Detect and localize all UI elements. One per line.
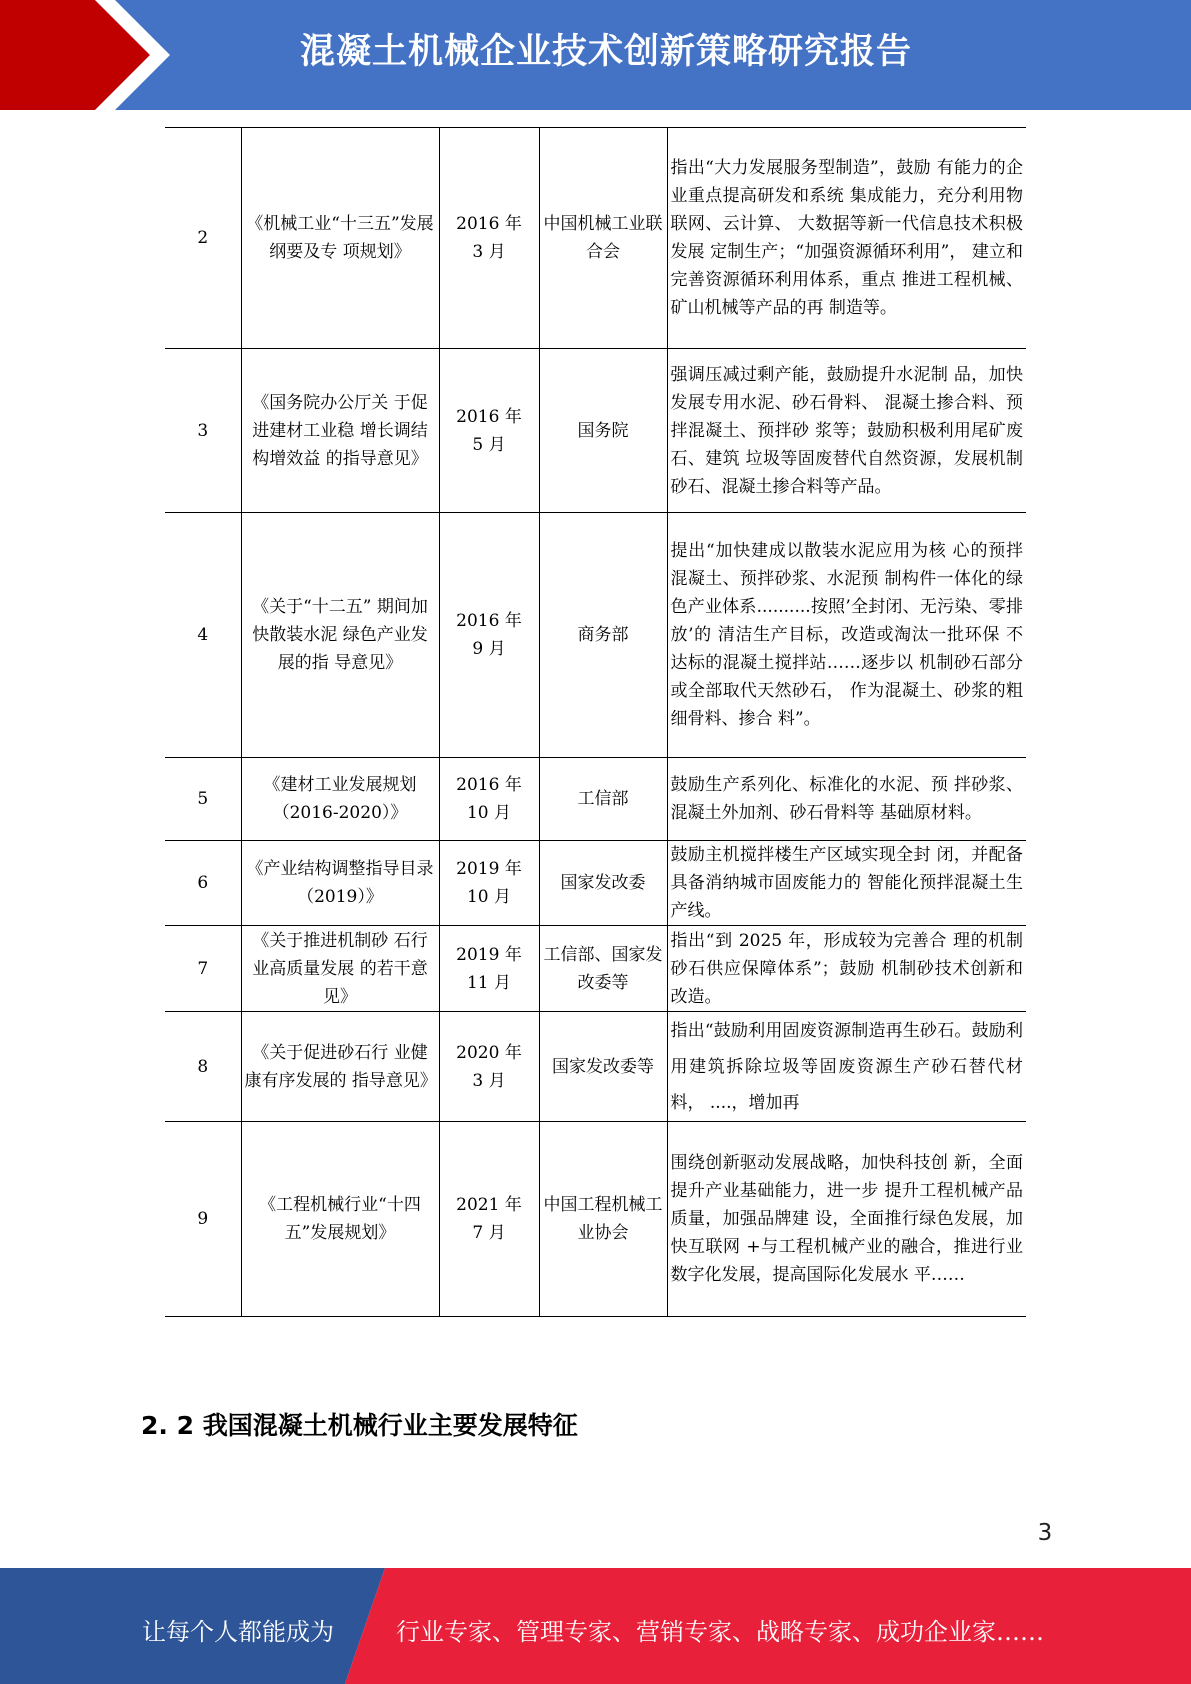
policy-description: 指出“大力发展服务型制造”，鼓励 有能力的企业重点提高研发和系统 集成能力，充分利用物联网、云计算、 大数据等新一代信息技术积极发展 定制生产；“加强资源循环利用”， 建立和完善资源循环利用体系，重点 推进工程机械、矿山机械等产品的再 制造等。 [667, 128, 1026, 349]
policy-name: 《建材工业发展规划（2016-2020）》 [241, 758, 439, 841]
issuing-org: 商务部 [539, 513, 667, 758]
policy-description: 鼓励主机搅拌楼生产区域实现全封 闭，并配备具备消纳城市固废能力的 智能化预拌混凝土生产线。 [667, 841, 1026, 926]
policy-description: 鼓励生产系列化、标准化的水泥、预 拌砂浆、混凝土外加剂、砂石骨料等 基础原材料。 [667, 758, 1026, 841]
section-heading: 2. 2 我国混凝土机械行业主要发展特征 [141, 1411, 578, 1440]
header-title: 混凝土机械企业技术创新策略研究报告 [300, 32, 913, 72]
row-number: 7 [165, 926, 241, 1012]
table-row [165, 349, 1026, 513]
policy-description: 指出“鼓励利用固废资源制造再生砂石。鼓励利用建筑拆除垃圾等固废资源生产砂石替代材料， ....，增加再 [667, 1012, 1026, 1122]
row-number: 9 [165, 1122, 241, 1317]
table-row [165, 1122, 1026, 1317]
issuing-org: 中国工程机械工业协会 [539, 1122, 667, 1317]
policy-name: 《关于推进机制砂 石行业高质量发展 的若干意见》 [241, 926, 439, 1012]
issuing-org: 中国机械工业联合会 [539, 128, 667, 349]
policy-table [165, 127, 1026, 1317]
policy-date [439, 1012, 539, 1122]
issuing-org: 工信部、国家发改委等 [539, 926, 667, 1012]
table-row [165, 926, 1026, 1012]
date-year: 2016 年 [456, 214, 522, 234]
table-row [165, 513, 1026, 758]
footer-slogan-right: 行业专家、管理专家、营销专家、战略专家、成功企业家…… [396, 1618, 1044, 1646]
issuing-org: 工信部 [539, 758, 667, 841]
date-month: 10 月 [466, 803, 512, 823]
table-row [165, 841, 1026, 926]
date-year: 2016 年 [456, 406, 522, 427]
policy-date [439, 128, 539, 349]
date-month: 3 月 [472, 242, 506, 262]
date-year: 2016 年 [456, 775, 522, 795]
date-month: 5 月 [472, 434, 506, 455]
issuing-org: 国务院 [539, 349, 667, 513]
row-number: 4 [165, 513, 241, 758]
policy-date [439, 841, 539, 926]
policy-date [439, 758, 539, 841]
policy-date [439, 926, 539, 1012]
row-number: 6 [165, 841, 241, 926]
page-number: 3 [1037, 1520, 1053, 1546]
issuing-org: 国家发改委等 [539, 1012, 667, 1122]
policy-name: 《关于促进砂石行 业健康有序发展的 指导意见》 [241, 1012, 439, 1122]
row-number: 3 [165, 349, 241, 513]
page-footer [0, 1568, 1191, 1684]
date-year: 2016 年 [456, 611, 522, 631]
table-row [165, 128, 1026, 349]
policy-name: 《工程机械行业“十四五”发展规划》 [241, 1122, 439, 1317]
policy-name: 《机械工业“十三五”发展纲要及专 项规划》 [241, 128, 439, 349]
row-number: 5 [165, 758, 241, 841]
policy-name: 《关于“十二五” 期间加快散装水泥 绿色产业发展的指 导意见》 [241, 513, 439, 758]
policy-description: 围绕创新驱动发展战略，加快科技创 新，全面提升产业基础能力，进一步 提升工程机械产品质量，加强品牌建 设，全面推行绿色发展，加快互联网 +与工程机械产业的融合，推进行业 数字化发展，提高国际化发展水 平…… [667, 1122, 1026, 1317]
date-year: 2019 年 [456, 859, 522, 879]
date-month: 3 月 [472, 1070, 506, 1091]
policy-description: 提出“加快建成以散装水泥应用为核 心的预拌混凝土、预拌砂浆、水泥预 制构件一体化的绿色产业体系..........按照’全封闭、无污染、零排放’的 清洁生产目标，改造或淘汰一批环保 不达标的混凝土搅拌站……逐步以 机制砂石部分或全部取代天然砂石， 作为混凝土、砂浆的粗细骨料、掺合 料”。 [667, 513, 1026, 758]
date-month: 7 月 [472, 1223, 506, 1243]
policy-date [439, 513, 539, 758]
footer-slogan-left: 让每个人都能成为 [142, 1618, 334, 1646]
date-year: 2021 年 [456, 1195, 522, 1215]
date-month: 9 月 [472, 639, 506, 659]
issuing-org: 国家发改委 [539, 841, 667, 926]
date-year: 2019 年 [456, 944, 522, 965]
date-month: 10 月 [466, 887, 512, 907]
date-month: 11 月 [466, 972, 512, 993]
table-row [165, 1012, 1026, 1122]
row-number: 8 [165, 1012, 241, 1122]
policy-date [439, 1122, 539, 1317]
policy-name: 《国务院办公厅关 于促进建材工业稳 增长调结构增效益 的指导意见》 [241, 349, 439, 513]
table-row [165, 758, 1026, 841]
page-header [0, 0, 1191, 110]
row-number: 2 [165, 128, 241, 349]
date-year: 2020 年 [456, 1042, 522, 1063]
policy-description: 指出“到 2025 年，形成较为完善合 理的机制砂石供应保障体系”；鼓励 机制砂技术创新和改造。 [667, 926, 1026, 1012]
policy-date [439, 349, 539, 513]
policy-name: 《产业结构调整指导目录（2019）》 [241, 841, 439, 926]
policy-description: 强调压减过剩产能，鼓励提升水泥制 品，加快发展专用水泥、砂石骨料、 混凝土掺合料、预拌混凝土、预拌砂 浆等；鼓励积极利用尾矿废石、建筑 垃圾等固废替代自然资源，发展机制 砂石、混凝土掺合料等产品。 [667, 349, 1026, 513]
